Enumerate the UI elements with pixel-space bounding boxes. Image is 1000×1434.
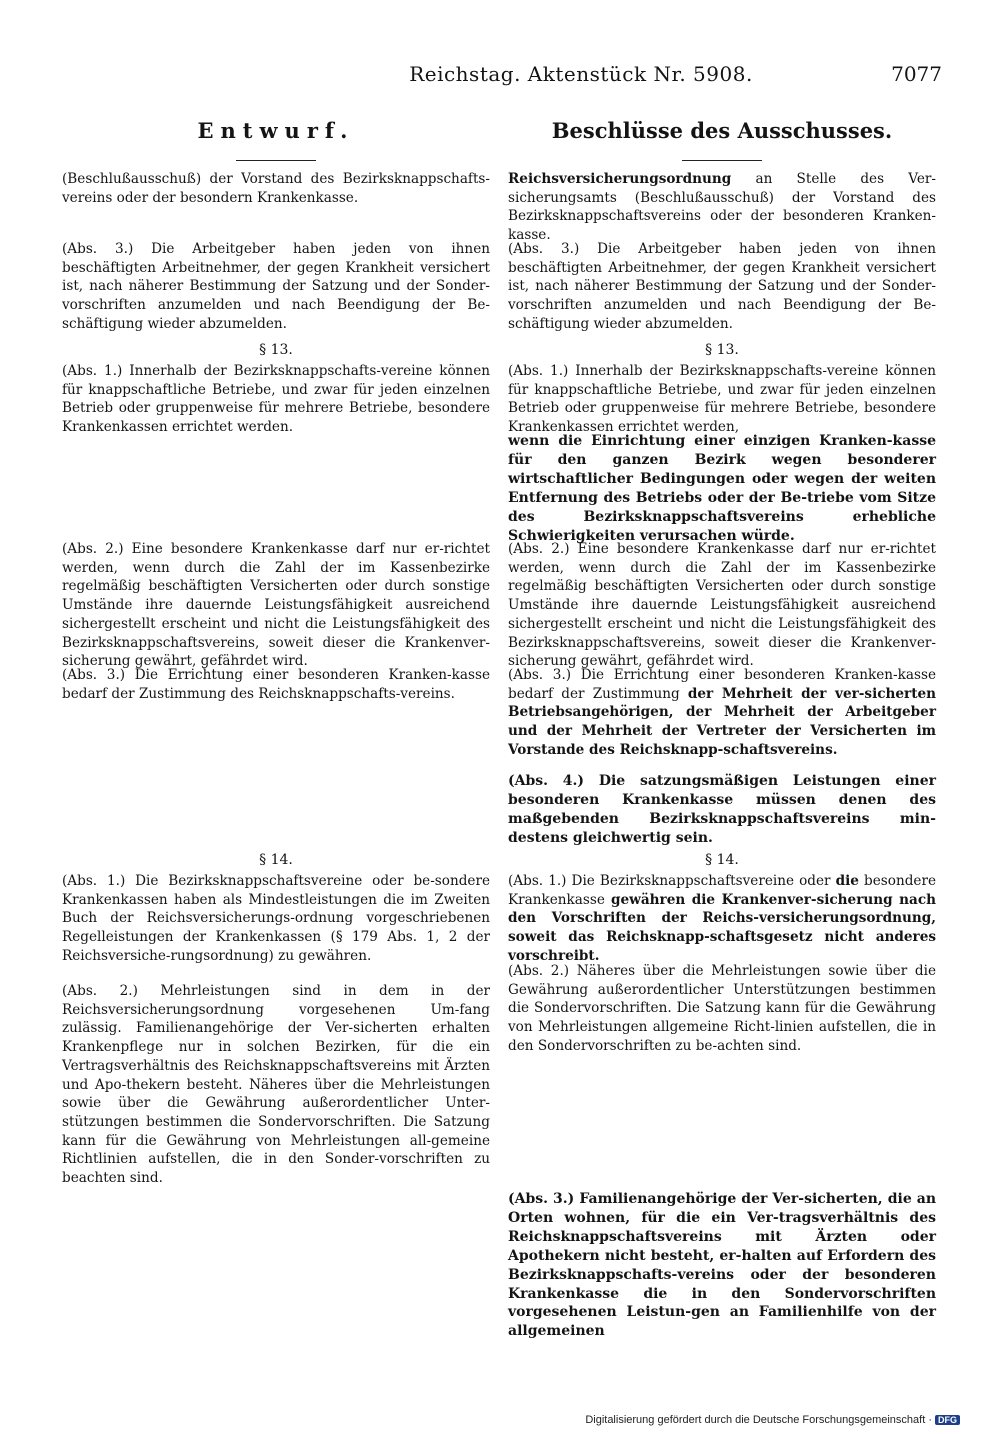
bold-paragraph: (Abs. 3.) Familienangehörige der Ver-sicherten, die an Orten wohnen, für die ein Ver-tragsverhältnis des Reichsknappschaftsvereins mit Ärzten oder Apothekern nicht besteht, er-halten auf Erfordern des Bezirksknappschafts-vereins oder der besonderen Krankenkasse die in den Sondervorschriften vorgesehenen Leistun-gen an Familienhilfe von der allgemeinen <box>508 1191 936 1340</box>
title-rule <box>682 160 762 161</box>
left-column-title: Entwurf. <box>197 118 355 143</box>
left-column <box>62 118 490 1187</box>
bold-paragraph: wenn die Einrichtung einer einzigen Kranken-kasse für den ganzen Bezirk wegen besonderer wirtschaftlicher Bedingungen oder wegen der weiten Entfernung des Betriebs oder der Be-triebe vom Sitze des Bezirksknappschaftsvereins erhebliche Schwierigkeiten verursachen würde. <box>508 433 936 544</box>
paragraph: (Beschlußausschuß) der Vorstand des Bezirksknappschafts-vereins oder der besondern Krankenkasse. <box>62 171 490 206</box>
paragraph <box>508 170 936 245</box>
text: (Abs. 1.) Die Bezirksknappschaftsvereine oder <box>508 873 831 889</box>
paragraph: (Abs. 3.) Die Errichtung einer besonderen Kranken-kasse bedarf der Zustimmung des Reichsknappschafts-vereins. <box>62 667 490 702</box>
bold-text: die <box>835 873 859 889</box>
page-header <box>60 62 942 92</box>
paragraph <box>508 872 936 966</box>
text: besondere Krankenkasse <box>508 873 936 908</box>
text: an Stelle des Ver-sicherungsamts (Beschlußausschuß) der Vorstand des Bezirksknappschaftsvereins oder der besonderen Kranken-kasse. <box>508 171 936 244</box>
right-column <box>508 118 937 1340</box>
paragraph: (Abs. 1.) Innerhalb der Bezirksknappschafts-vereine können für knappschaftliche Betriebe, und zwar für jeden einzelnen Betrieb oder gruppenweise für mehrere Betriebe, besondere Krankenkassen errichtet werden, <box>508 363 936 436</box>
paragraph: (Abs. 2.) Mehrleistungen sind in dem in der Reichsversicherungsordnung vorgesehenen Um-fang zulässig. Familienangehörige der Ver-sicherten erhalten Krankenpflege nur in solchen Bezirken, für die ein Vertragsverhältnis des Reichsknappschaftsvereins mit Ärzten und Apo-thekern besteht. Näheres über die Mehrleistungen sowie über die Gewährung außerordentlicher Unter-stützungen bestimmen die Sondervorschriften. Die Satzung kann für die Gewährung von Mehrleistungen all-gemeine Richtlinien aufstellen, die in den Sonder-vorschriften zu beachten sind. <box>62 983 490 1187</box>
paragraph: (Abs. 2.) Näheres über die Mehrleistungen sowie über die Gewährung außerordentlicher Unterstützungen bestimmen die Sondervorschriften. Die Satzung kann für die Gewährung von Mehrleistungen allgemeine Richt-linien aufstellen, die in den Sondervorschriften zu be-achten sind. <box>508 963 936 1054</box>
running-head: Reichstag. Aktenstück Nr. 5908. <box>409 62 753 86</box>
paragraph: (Abs. 1.) Die Bezirksknappschaftsvereine oder be-sondere Krankenkassen haben als Mindestleistungen die im Zweiten Buch der Reichsversicherungs-ordnung vorgeschriebenen Regelleistungen der Krankenkassen (§ 179 Abs. 1, 2 der Reichsversiche-rungsordnung) zu gewähren. <box>62 873 490 964</box>
credit-text: Digitalisierung gefördert durch die Deutsche Forschungsgemeinschaft · <box>585 1414 932 1426</box>
bold-text: Reichsversicherungsordnung <box>508 171 732 187</box>
bold-text: der Mehrheit der ver-sicherten Betriebsangehörigen, der Mehrheit der Arbeitgeber und der Mehrheit der Vertreter der Versicherten im Vorstande des Reichsknapp-schaftsvereins. <box>508 685 937 758</box>
paragraph: (Abs. 3.) Die Arbeitgeber haben jeden von ihnen beschäftigten Arbeitnehmer, der gegen Krankheit versichert ist, nach näherer Bestimmung der Satzung und der Sonder-vorschriften anzumelden und nach Beendigung der Be-schäftigung wieder abzumelden. <box>62 241 490 332</box>
paragraph: (Abs. 3.) Die Arbeitgeber haben jeden von ihnen beschäftigten Arbeitnehmer, der gegen Krankheit versichert ist, nach näherer Bestimmung der Satzung und der Sonder-vorschriften anzumelden und nach Beendigung der Be-schäftigung wieder abzumelden. <box>508 241 936 332</box>
section-heading: § 13. <box>259 342 293 358</box>
section-heading: § 14. <box>705 852 739 868</box>
digitization-credit <box>585 1414 960 1426</box>
title-rule <box>236 160 316 161</box>
paragraph: (Abs. 2.) Eine besondere Krankenkasse darf nur er-richtet werden, wenn durch die Zahl der im Kassenbezirke regelmäßig beschäftigten Versicherten oder durch sonstige Umstände ihre dauernde Leistungsfähigkeit ausreichend sichergestellt erscheint und nicht die Leistungsfähigkeit des Bezirksknappschaftsvereins, soweit dieser die Krankenver-sicherung gewährt, gefährdet wird. <box>62 541 490 670</box>
dfg-logo: DFG <box>935 1415 960 1425</box>
bold-paragraph: (Abs. 4.) Die satzungsmäßigen Leistungen einer besonderen Krankenkasse müssen denen des maßgebenden Bezirksknappschaftsvereins min-destens gleichwertig sein. <box>508 773 936 846</box>
section-heading: § 13. <box>705 342 739 358</box>
paragraph: (Abs. 2.) Eine besondere Krankenkasse darf nur er-richtet werden, wenn durch die Zahl der im Kassenbezirke regelmäßig beschäftigten Versicherten oder durch sonstige Umstände ihre dauernde Leistungsfähigkeit ausreichend sichergestellt erscheint und nicht die Leistungsfähigkeit des Bezirksknappschaftsvereins, soweit dieser die Krankenver-sicherung gewährt, gefährdet wird. <box>508 541 936 670</box>
page-number: 7077 <box>891 62 942 86</box>
paragraph <box>508 666 936 760</box>
text: (Abs. 3.) Die Errichtung einer besonderen Kranken-kasse bedarf der Zustimmung <box>508 667 936 702</box>
paragraph: (Abs. 1.) Innerhalb der Bezirksknappschafts-vereine können für knappschaftliche Betriebe, und zwar für jeden einzelnen Betrieb oder gruppenweise für mehrere Betriebe, besondere Krankenkassen errichtet werden. <box>62 363 490 436</box>
section-heading: § 14. <box>259 852 293 868</box>
right-column-title: Beschlüsse des Ausschusses. <box>551 118 893 143</box>
bold-text: gewähren die Krankenver-sicherung nach den Vorschriften der Reichs-versicherungsordnung, soweit das Reichsknapp-schaftsgesetz nicht anderes vorschreibt. <box>508 891 936 964</box>
